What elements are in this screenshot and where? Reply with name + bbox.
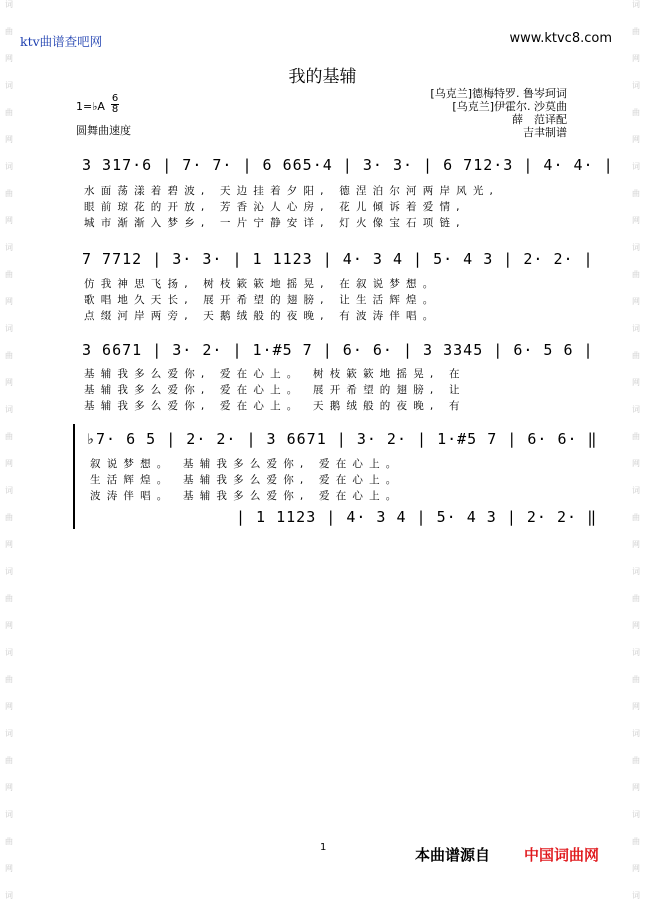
watermark-char: 网 — [632, 783, 640, 792]
lyric-line-3-2: 基辅我多么爱你, 爱在心上。 展开希望的翅膀, 让 — [84, 384, 466, 396]
watermark-char: 曲 — [5, 351, 13, 360]
watermark-char: 曲 — [5, 675, 13, 684]
site-label[interactable]: ktv曲谱查吧网 — [20, 34, 103, 49]
watermark-char: 网 — [632, 702, 640, 711]
tempo-marking: 圆舞曲速度 — [76, 124, 131, 137]
watermark-char: 词 — [5, 810, 13, 819]
watermark-char: 词 — [632, 0, 640, 9]
watermark-char: 词 — [632, 243, 640, 252]
watermark-char: 网 — [5, 702, 13, 711]
watermark-char: 网 — [5, 864, 13, 873]
watermark-char: 词 — [5, 0, 13, 9]
watermark-char: 词 — [632, 648, 640, 657]
watermark-char: 词 — [632, 405, 640, 414]
watermark-char: 词 — [632, 81, 640, 90]
watermark-char: 词 — [5, 324, 13, 333]
translator-credit: 薛 范译配 — [512, 113, 567, 126]
watermark-char: 网 — [5, 297, 13, 306]
watermark-char: 曲 — [5, 756, 13, 765]
watermark-char: 词 — [5, 486, 13, 495]
watermark-char: 网 — [632, 459, 640, 468]
source-name[interactable]: 中国词曲网 — [524, 846, 600, 864]
watermark-char: 词 — [5, 891, 13, 900]
watermark-char: 网 — [632, 54, 640, 63]
notation-line-4: ♭7· 6 5 | 2· 2· | 3 6671 | 3· 2· | 1·#5 7 | 6· 6· ‖ — [86, 430, 598, 448]
watermark-char: 网 — [632, 135, 640, 144]
watermark-char: 网 — [632, 216, 640, 225]
lyric-line-2-2: 歌唱地久天长, 展开希望的翅膀, 让生活辉煌。 — [84, 294, 440, 306]
watermark-char: 词 — [5, 567, 13, 576]
engraver-credit: 吉聿制谱 — [523, 126, 567, 139]
watermark-char: 词 — [632, 162, 640, 171]
lyric-line-1-2: 眼前琼花的开放, 芳香沁人心房, 花儿倾诉着爱情, — [84, 201, 466, 213]
lyric-line-4-1: 叙说梦想。 基辅我多么爱你, 爱在心上。 — [90, 458, 403, 470]
watermark-char: 曲 — [5, 270, 13, 279]
notation-line-3: 3 6671 | 3· 2· | 1·#5 7 | 6· 6· | 3 3345 | 6· 5 6 | — [82, 341, 594, 359]
watermark-char: 网 — [5, 54, 13, 63]
watermark-char: 曲 — [632, 189, 640, 198]
lyric-line-4-3: 波涛伴唱。 基辅我多么爱你, 爱在心上。 — [90, 490, 403, 502]
lyric-line-3-3: 基辅我多么爱你, 爱在心上。 天鹅绒般的夜晚, 有 — [84, 400, 466, 412]
watermark-char: 曲 — [5, 27, 13, 36]
lyric-line-3-1: 基辅我多么爱你, 爱在心上。 树枝簌簌地摇晃, 在 — [84, 368, 466, 380]
watermark-char: 曲 — [632, 675, 640, 684]
watermark-char: 网 — [5, 378, 13, 387]
watermark-char: 词 — [5, 405, 13, 414]
watermark-char: 词 — [632, 567, 640, 576]
page-title: 我的基辅 — [288, 67, 357, 87]
watermark-char: 曲 — [632, 756, 640, 765]
site-url[interactable]: www.ktvc8.com — [509, 31, 612, 46]
watermark-char: 曲 — [5, 108, 13, 117]
watermark-char: 词 — [632, 891, 640, 900]
lyric-line-2-1: 仿我神思飞扬, 树枝簌簌地摇晃, 在叙说梦想。 — [84, 278, 440, 290]
side-watermark-right — [629, 0, 643, 900]
watermark-char: 词 — [632, 324, 640, 333]
watermark-char: 词 — [5, 243, 13, 252]
time-denominator: 8 — [111, 104, 119, 115]
watermark-char: 曲 — [5, 189, 13, 198]
watermark-char: 曲 — [632, 513, 640, 522]
watermark-char: 网 — [5, 621, 13, 630]
watermark-char: 曲 — [5, 837, 13, 846]
watermark-char: 曲 — [632, 351, 640, 360]
watermark-char: 词 — [632, 810, 640, 819]
watermark-char: 曲 — [632, 432, 640, 441]
watermark-char: 曲 — [632, 837, 640, 846]
lyricist-credit: [乌克兰]德梅特罗. 鲁岑珂词 — [430, 87, 567, 100]
watermark-char: 词 — [632, 486, 640, 495]
watermark-char: 网 — [632, 540, 640, 549]
watermark-char: 词 — [5, 648, 13, 657]
time-signature — [111, 94, 119, 115]
lyric-line-2-3: 点缀河岸两旁, 天鹅绒般的夜晚, 有波涛伴唱。 — [84, 310, 440, 322]
watermark-char: 曲 — [632, 594, 640, 603]
time-numerator: 6 — [111, 93, 119, 104]
lyric-line-1-3: 城市渐渐入梦乡, 一片宁静安详, 灯火像宝石项链, — [84, 217, 466, 229]
watermark-char: 曲 — [632, 270, 640, 279]
watermark-char: 词 — [5, 162, 13, 171]
watermark-char: 曲 — [5, 513, 13, 522]
watermark-char: 曲 — [632, 27, 640, 36]
watermark-char: 词 — [5, 729, 13, 738]
lyric-line-4-2: 生活辉煌。 基辅我多么爱你, 爱在心上。 — [90, 474, 403, 486]
composer-credit: [乌克兰]伊霍尔. 沙莫曲 — [452, 100, 567, 113]
page-number: 1 — [320, 842, 327, 853]
watermark-char: 网 — [5, 783, 13, 792]
notation-line-2: 7 7712 | 3· 3· | 1 1123 | 4· 3 4 | 5· 4 3 | 2· 2· | — [82, 250, 594, 268]
lyric-line-1-1: 水面荡漾着碧波, 天边挂着夕阳, 德涅泊尔河两岸风光, — [84, 185, 500, 197]
system-bracket — [73, 424, 75, 529]
watermark-char: 曲 — [5, 432, 13, 441]
watermark-char: 词 — [5, 81, 13, 90]
watermark-char: 曲 — [5, 594, 13, 603]
watermark-char: 词 — [632, 729, 640, 738]
notation-line-5: | 1 1123 | 4· 3 4 | 5· 4 3 | 2· 2· ‖ — [236, 508, 598, 526]
watermark-char: 网 — [632, 621, 640, 630]
source-label: 本曲谱源自 — [415, 846, 491, 864]
watermark-char: 网 — [5, 540, 13, 549]
watermark-char: 网 — [632, 864, 640, 873]
watermark-char: 网 — [5, 135, 13, 144]
key-signature: 1=♭A — [76, 100, 105, 113]
watermark-char: 曲 — [632, 108, 640, 117]
watermark-char: 网 — [632, 297, 640, 306]
notation-line-1: 3 317·6 | 7· 7· | 6 665·4 | 3· 3· | 6 712·3 | 4· 4· | — [82, 156, 614, 174]
watermark-char: 网 — [5, 459, 13, 468]
watermark-char: 网 — [632, 378, 640, 387]
side-watermark-left — [2, 0, 16, 900]
watermark-char: 网 — [5, 216, 13, 225]
